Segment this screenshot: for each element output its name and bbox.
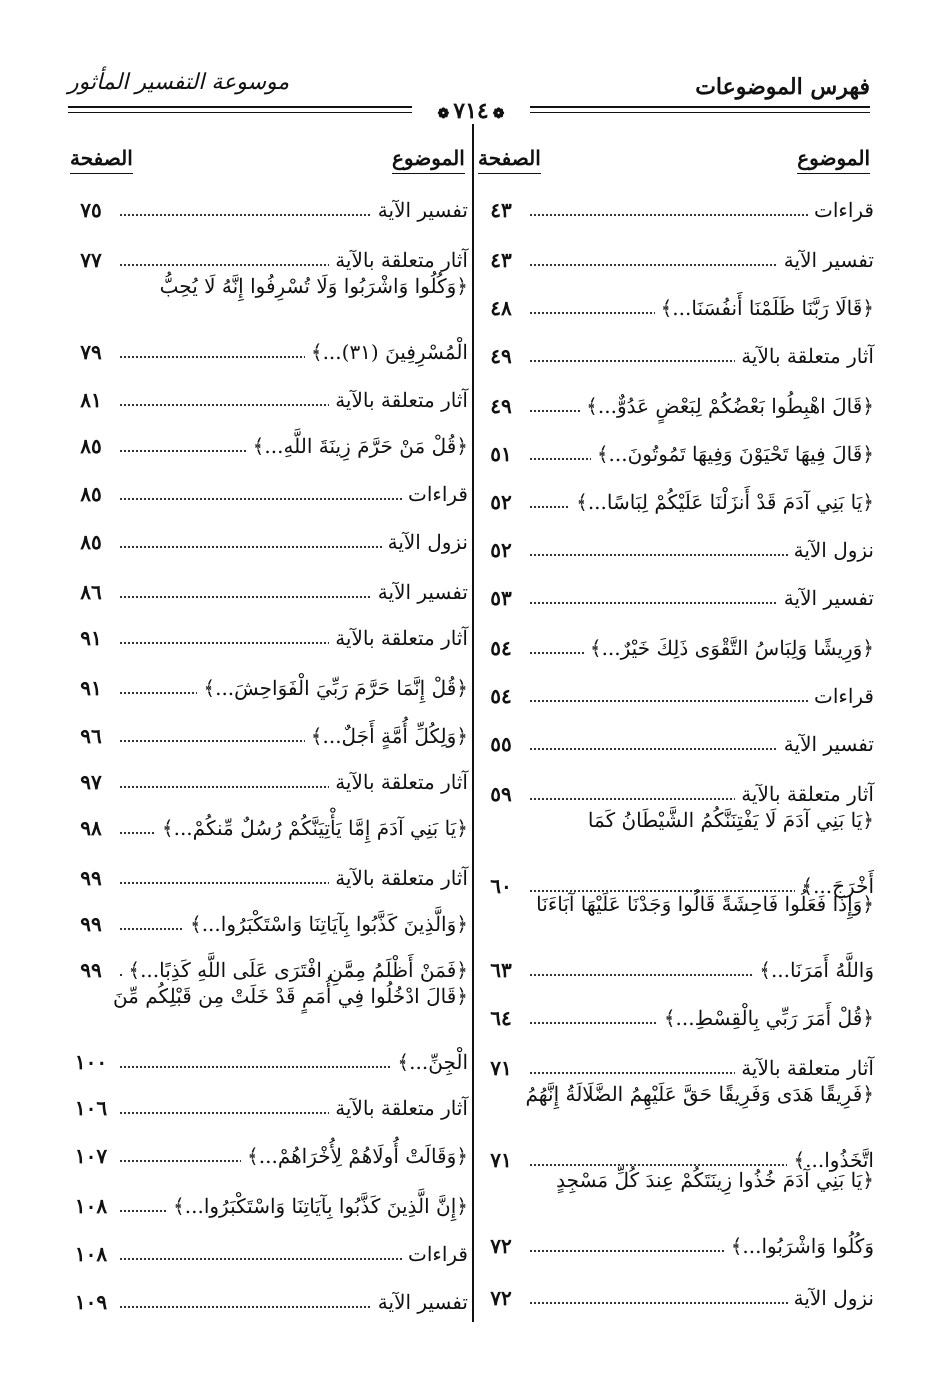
index-entry bbox=[68, 606, 468, 654]
entry-page-number: ٧٩ bbox=[80, 340, 102, 364]
entry-page-number: ٩٧ bbox=[80, 770, 102, 794]
entry-title: قراءات bbox=[402, 482, 468, 506]
entry-title-line2: وَاللَّهُ أَمَرَنَا...﴾ bbox=[753, 958, 874, 982]
index-entry bbox=[478, 762, 874, 810]
entry-page-number: ١٠٧ bbox=[74, 1144, 108, 1168]
index-entry bbox=[478, 470, 874, 518]
index-entry bbox=[478, 178, 874, 226]
entry-title-line1: ﴿فَرِيقًا هَدَى وَفَرِيقًا حَقَّ عَلَيْهِمُ الضَّلَالَةُ إِنَّهُمُ bbox=[525, 1082, 874, 1106]
entry-title: ﴿قَالَا رَبَّنَا ظَلَمْنَا أَنفُسَنَا...﴾ bbox=[655, 296, 874, 320]
entry-title: نزول الآية bbox=[788, 538, 874, 562]
entry-title: تفسير الآية bbox=[778, 586, 874, 610]
entry-title: آثار متعلقة بالآية bbox=[329, 248, 468, 272]
index-entry bbox=[68, 1076, 468, 1124]
index-entry bbox=[68, 1222, 468, 1270]
entry-title: قراءات bbox=[402, 1242, 468, 1266]
index-entry bbox=[68, 462, 468, 510]
entry-title: آثار متعلقة بالآية bbox=[329, 770, 468, 794]
entry-page-number: ٤٣ bbox=[490, 198, 512, 222]
entry-title: ﴿وَقَالَتْ أُولَاهُمْ لِأُخْرَاهُمْ...﴾ bbox=[241, 1144, 468, 1168]
entry-page-number: ٧٢ bbox=[490, 1286, 512, 1310]
entry-page-number: ٩٨ bbox=[80, 816, 102, 840]
entry-page-number: ٦٣ bbox=[490, 958, 512, 982]
entry-page-number: ٧٧ bbox=[80, 248, 102, 272]
index-entry bbox=[68, 510, 468, 558]
entry-page-number: ٩٩ bbox=[80, 912, 102, 936]
entry-title: ﴿وَلِكُلِّ أُمَّةٍ أَجَلٌ...﴾ bbox=[305, 724, 468, 748]
entry-title: ﴿قُلْ أَمَرَ رَبِّي بِالْقِسْطِ...﴾ bbox=[658, 1006, 874, 1030]
entry-page-number: ٨٥ bbox=[80, 530, 102, 554]
entry-page-number: ٨٥ bbox=[80, 482, 102, 506]
entry-page-number: ٥٩ bbox=[490, 782, 512, 806]
index-entry bbox=[68, 1270, 468, 1318]
entry-title-line2: وَكُلُوا وَاشْرَبُوا...﴾ bbox=[725, 1234, 874, 1258]
left-page-header: الصفحة bbox=[70, 146, 133, 170]
entry-title: ﴿قُلْ إِنَّمَا حَرَّمَ رَبِّيَ الْفَوَاحِشَ...﴾ bbox=[197, 676, 468, 700]
entry-title: نزول الآية bbox=[788, 1286, 874, 1310]
entry-page-number: ٥١ bbox=[490, 442, 512, 466]
entry-title-line2: الْجِنِّ...﴾ bbox=[391, 1050, 468, 1074]
entry-page-number: ٧٥ bbox=[80, 198, 102, 222]
index-entry bbox=[68, 178, 468, 226]
index-entry bbox=[478, 276, 874, 324]
index-entry bbox=[68, 1174, 468, 1222]
entry-title-line2: الْمُسْرِفِينَ (٣١)...﴾ bbox=[305, 340, 468, 364]
entry-page-number: ٤٨ bbox=[490, 296, 512, 320]
entry-page-number: ٤٩ bbox=[490, 344, 512, 368]
entry-page-number: ١٠٨ bbox=[74, 1194, 108, 1218]
entry-title: ﴿قُلْ مَنْ حَرَّمَ زِينَةَ اللَّهِ...﴾ bbox=[247, 434, 468, 458]
entry-page-number: ٤٣ bbox=[490, 248, 512, 272]
entry-page-number: ٦٤ bbox=[490, 1006, 512, 1030]
right-topic-header: الموضوع bbox=[797, 146, 870, 170]
index-entry bbox=[68, 892, 468, 940]
index-entry bbox=[478, 616, 874, 664]
index-entry bbox=[68, 274, 468, 368]
entry-title-line1: ﴿يَا بَنِي آدَمَ لَا يَفْتِنَنَّكُمُ الشَّيْطَانُ كَمَا bbox=[587, 808, 874, 832]
entry-page-number: ١٠٨ bbox=[74, 1242, 108, 1266]
index-entry bbox=[68, 656, 468, 704]
index-entry bbox=[478, 566, 874, 614]
entry-title: ﴿قَالَ اهْبِطُوا بَعْضُكُمْ لِبَعْضٍ عَدُوٌّ...﴾ bbox=[580, 394, 874, 418]
entry-title: آثار متعلقة بالآية bbox=[329, 1096, 468, 1120]
index-entry bbox=[68, 560, 468, 608]
index-entry bbox=[478, 1036, 874, 1084]
entry-page-number: ٨٦ bbox=[80, 580, 102, 604]
ornament-icon: ❁ bbox=[492, 106, 505, 122]
entry-page-number: ٩٦ bbox=[80, 724, 102, 748]
entry-page-number: ٨٥ bbox=[80, 434, 102, 458]
entry-title-line2: أَخْرَجَ...﴾ bbox=[795, 874, 874, 898]
index-entry bbox=[68, 414, 468, 462]
page-number: ❁٧١٤❁ bbox=[412, 96, 530, 126]
entry-title: ﴿يَا بَنِي آدَمَ قَدْ أَنزَلْنَا عَلَيْكُمْ لِبَاسًا...﴾ bbox=[570, 490, 874, 514]
entry-title-line1: ﴿وَكُلُوا وَاشْرَبُوا وَلَا تُسْرِفُوا إِنَّهُ لَا يُحِبُّ bbox=[159, 274, 468, 298]
entry-title: ﴿يَا بَنِي آدَمَ إِمَّا يَأْتِيَنَّكُمْ رُسُلٌ مِّنكُمْ...﴾ bbox=[156, 816, 468, 840]
entry-title-line1: ﴿قَالَ ادْخُلُوا فِي أُمَمٍ قَدْ خَلَتْ مِن قَبْلِكُم مِّنَ bbox=[112, 984, 468, 1008]
entry-page-number: ٧٢ bbox=[490, 1234, 512, 1258]
right-column bbox=[478, 0, 874, 1381]
entry-page-number: ٥٤ bbox=[490, 684, 512, 708]
index-entry bbox=[68, 846, 468, 894]
section-title: فهرس الموضوعات bbox=[695, 74, 870, 100]
left-topic-header: الموضوع bbox=[392, 146, 465, 170]
ornament-icon: ❁ bbox=[437, 106, 450, 122]
entry-page-number: ٩١ bbox=[80, 626, 102, 650]
index-entry bbox=[478, 1168, 874, 1262]
entry-title-line2: اتَّخَذُوا...﴾ bbox=[787, 1148, 874, 1172]
index-entry bbox=[478, 986, 874, 1034]
index-entry bbox=[68, 228, 468, 276]
index-entry bbox=[68, 984, 468, 1078]
entry-title: آثار متعلقة بالآية bbox=[735, 1056, 874, 1080]
entry-page-number: ٨١ bbox=[80, 388, 102, 412]
index-entry bbox=[478, 324, 874, 372]
entry-page-number: ١٠٩ bbox=[74, 1290, 108, 1314]
entry-title: تفسير الآية bbox=[372, 198, 468, 222]
entry-page-number: ١٠٦ bbox=[74, 1096, 108, 1120]
entry-title: قراءات bbox=[808, 198, 874, 222]
entry-page-number: ٥٣ bbox=[490, 586, 512, 610]
entry-page-number: ٥٥ bbox=[490, 732, 512, 756]
entry-title: آثار متعلقة بالآية bbox=[329, 866, 468, 890]
index-entry bbox=[478, 712, 874, 760]
index-entry bbox=[478, 664, 874, 712]
index-entry bbox=[478, 374, 874, 422]
index-entry bbox=[478, 518, 874, 566]
left-column bbox=[68, 0, 468, 1381]
entry-title: آثار متعلقة بالآية bbox=[735, 782, 874, 806]
entry-page-number: ٩٩ bbox=[80, 866, 102, 890]
entry-title: آثار متعلقة بالآية bbox=[329, 388, 468, 412]
entry-title: ﴿فَمَنْ أَظْلَمُ مِمَّنِ افْتَرَى عَلَى اللَّهِ كَذِبًا...﴾ bbox=[122, 958, 468, 982]
index-entry bbox=[478, 228, 874, 276]
column-separator bbox=[472, 124, 474, 1322]
index-entry bbox=[68, 704, 468, 752]
index-entry bbox=[478, 422, 874, 470]
entry-page-number: ٧١ bbox=[490, 1148, 512, 1172]
entry-page-number: ١٠٠ bbox=[74, 1050, 108, 1074]
entry-title: قراءات bbox=[808, 684, 874, 708]
index-entry bbox=[68, 368, 468, 416]
entry-title: آثار متعلقة بالآية bbox=[329, 626, 468, 650]
entry-title: آثار متعلقة بالآية bbox=[735, 344, 874, 368]
entry-page-number: ٥٢ bbox=[490, 538, 512, 562]
entry-title: تفسير الآية bbox=[778, 732, 874, 756]
index-entry bbox=[68, 938, 468, 986]
entry-page-number: ٩١ bbox=[80, 676, 102, 700]
entry-page-number: ٥٤ bbox=[490, 636, 512, 660]
entry-page-number: ٧١ bbox=[490, 1056, 512, 1080]
entry-title: نزول الآية bbox=[382, 530, 468, 554]
entry-title: تفسير الآية bbox=[372, 580, 468, 604]
entry-title: ﴿وَالَّذِينَ كَذَّبُوا بِآيَاتِنَا وَاسْتَكْبَرُوا...﴾ bbox=[184, 912, 468, 936]
entry-title: تفسير الآية bbox=[372, 1290, 468, 1314]
entry-title: ﴿وَرِيشًا وَلِبَاسُ التَّقْوَى ذَلِكَ خَيْرٌ...﴾ bbox=[584, 636, 874, 660]
index-entry bbox=[478, 892, 874, 986]
index-entry bbox=[68, 796, 468, 844]
index-entry bbox=[68, 1124, 468, 1172]
entry-page-number: ٩٩ bbox=[80, 958, 102, 982]
entry-page-number: ٥٢ bbox=[490, 490, 512, 514]
right-page-header: الصفحة bbox=[478, 146, 541, 170]
entry-page-number: ٤٩ bbox=[490, 394, 512, 418]
entry-title: تفسير الآية bbox=[778, 248, 874, 272]
book-title: موسوعة التفسير المأثور bbox=[68, 70, 290, 95]
entry-title: ﴿قَالَ فِيهَا تَحْيَوْنَ وَفِيهَا تَمُوتُونَ...﴾ bbox=[591, 442, 874, 466]
index-entry bbox=[478, 1266, 874, 1314]
entry-title-line1: ﴿يَا بَنِي آدَمَ خُذُوا زِينَتَكُمْ عِندَ كُلِّ مَسْجِدٍ bbox=[556, 1168, 874, 1192]
entry-page-number: ٦٠ bbox=[490, 874, 512, 898]
entry-title-line1: ﴿وَإِذَا فَعَلُوا فَاحِشَةً قَالُوا وَجَدْنَا عَلَيْهَا آبَاءَنَا bbox=[536, 892, 874, 916]
index-entry bbox=[68, 750, 468, 798]
entry-title: ﴿إِنَّ الَّذِينَ كَذَّبُوا بِآيَاتِنَا وَاسْتَكْبَرُوا...﴾ bbox=[167, 1194, 468, 1218]
